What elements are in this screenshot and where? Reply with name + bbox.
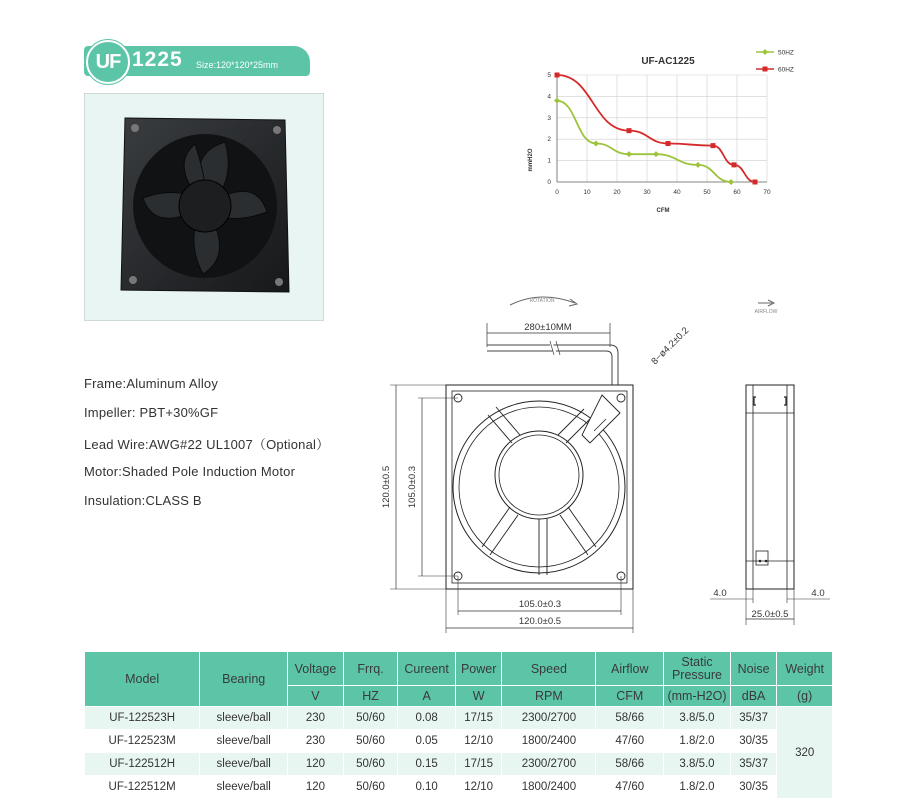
legend-marker bbox=[763, 67, 768, 72]
x-tick-label: 10 bbox=[583, 189, 591, 196]
table-cell: sleeve/ball bbox=[200, 707, 288, 730]
chart-title: UF-AC1225 bbox=[641, 56, 695, 67]
table-cell: 1.8/2.0 bbox=[664, 730, 731, 753]
data-point bbox=[732, 162, 737, 167]
depth-dim: 25.0±0.5 bbox=[751, 609, 789, 620]
x-tick-label: 20 bbox=[613, 189, 621, 196]
table-cell: UF-122512M bbox=[85, 776, 200, 799]
table-cell: 0.15 bbox=[398, 753, 456, 776]
table-cell: 30/35 bbox=[730, 776, 776, 799]
data-point bbox=[555, 73, 560, 78]
table-cell: 47/60 bbox=[596, 730, 664, 753]
col-weight: Weight bbox=[777, 652, 833, 686]
table-cell: 35/37 bbox=[730, 753, 776, 776]
col-model: Model bbox=[85, 652, 200, 707]
y-tick-label: 5 bbox=[547, 72, 551, 79]
spec-table bbox=[84, 651, 833, 799]
x-axis-label: CFM bbox=[656, 208, 670, 214]
chart-axes bbox=[547, 72, 771, 196]
spec-lead-wire: Lead Wire:AWG#22 UL1007（Optional） bbox=[84, 437, 330, 452]
table-cell: 0.08 bbox=[398, 707, 456, 730]
legend-label: 50HZ bbox=[778, 49, 794, 57]
holes-label: 8−ø4.2±0.2 bbox=[649, 325, 692, 368]
table-cell: 58/66 bbox=[596, 707, 664, 730]
data-point bbox=[626, 151, 632, 157]
flange-right-dim: 4.0 bbox=[811, 588, 825, 599]
table-row bbox=[85, 730, 833, 753]
x-tick-label: 30 bbox=[643, 189, 651, 196]
col-bearing: Bearing bbox=[200, 652, 288, 707]
chart-legend bbox=[756, 49, 794, 74]
data-point bbox=[728, 179, 734, 185]
spec-frame: Frame:Aluminum Alloy bbox=[84, 376, 219, 391]
unit-speed: RPM bbox=[502, 686, 596, 707]
table-cell: 17/15 bbox=[455, 707, 501, 730]
height-inner-dim: 105.0±0.3 bbox=[407, 465, 418, 509]
table-cell: 17/15 bbox=[455, 753, 501, 776]
table-header-row bbox=[85, 652, 833, 686]
table-cell: 2300/2700 bbox=[502, 753, 596, 776]
data-point bbox=[593, 140, 599, 146]
y-tick-label: 4 bbox=[547, 93, 551, 101]
table-row bbox=[85, 776, 833, 799]
flange-left-dim: 4.0 bbox=[713, 588, 727, 599]
x-tick-label: 40 bbox=[673, 189, 681, 196]
unit-weight: (g) bbox=[777, 686, 833, 707]
col-freq: Frrq. bbox=[343, 652, 398, 686]
legend-marker bbox=[762, 49, 768, 55]
unit-pressure: (mm-H2O) bbox=[664, 686, 731, 707]
unit-current: A bbox=[398, 686, 456, 707]
col-voltage: Voltage bbox=[288, 652, 344, 686]
table-cell: 35/37 bbox=[730, 707, 776, 730]
data-point bbox=[627, 128, 632, 133]
series-line-50HZ bbox=[557, 101, 731, 182]
table-cell: 2300/2700 bbox=[502, 707, 596, 730]
legend-label: 60HZ bbox=[778, 66, 794, 74]
data-point bbox=[753, 180, 758, 185]
lead-length-dim: 280±10MM bbox=[524, 322, 572, 333]
table-cell: UF-122523M bbox=[85, 730, 200, 753]
data-point bbox=[653, 151, 659, 157]
table-cell: 3.8/5.0 bbox=[664, 707, 731, 730]
x-tick-label: 60 bbox=[733, 189, 741, 196]
table-cell: 230 bbox=[288, 707, 344, 730]
table-cell: 58/66 bbox=[596, 753, 664, 776]
unit-noise: dBA bbox=[730, 686, 776, 707]
table-cell: 120 bbox=[288, 776, 344, 799]
chart-series bbox=[554, 73, 758, 186]
model-title: 1225 bbox=[132, 48, 183, 71]
fan-image bbox=[85, 94, 323, 320]
col-pressure: Static Pressure bbox=[664, 652, 731, 686]
table-cell: 12/10 bbox=[455, 730, 501, 753]
table-cell: 50/60 bbox=[343, 730, 398, 753]
airflow-arrow-icon bbox=[758, 300, 774, 306]
unit-airflow: CFM bbox=[596, 686, 664, 707]
table-cell: 1800/2400 bbox=[502, 776, 596, 799]
table-cell: 47/60 bbox=[596, 776, 664, 799]
table-cell: 30/35 bbox=[730, 730, 776, 753]
height-outer-dim: 120.0±0.5 bbox=[381, 465, 392, 509]
performance-chart bbox=[520, 40, 810, 225]
table-row bbox=[85, 707, 833, 730]
spec-insulation: Insulation:CLASS B bbox=[84, 493, 202, 508]
x-tick-label: 70 bbox=[763, 189, 771, 196]
table-cell: sleeve/ball bbox=[200, 753, 288, 776]
unit-freq: HZ bbox=[343, 686, 398, 707]
brand-logo: UF bbox=[86, 40, 130, 84]
size-label: Size:120*120*25mm bbox=[196, 60, 279, 70]
y-tick-label: 1 bbox=[547, 157, 551, 165]
table-cell: 50/60 bbox=[343, 707, 398, 730]
col-noise: Noise bbox=[730, 652, 776, 686]
y-tick-label: 2 bbox=[547, 136, 551, 144]
data-point bbox=[711, 143, 716, 148]
y-tick-label: 3 bbox=[547, 114, 551, 122]
table-cell: 12/10 bbox=[455, 776, 501, 799]
table-cell: 230 bbox=[288, 730, 344, 753]
airflow-label: AIRFLOW bbox=[754, 309, 778, 315]
table-cell: 0.05 bbox=[398, 730, 456, 753]
data-point bbox=[695, 162, 701, 168]
weight-cell: 320 bbox=[777, 707, 833, 799]
table-cell: sleeve/ball bbox=[200, 776, 288, 799]
rotation-label: ROTATION bbox=[529, 298, 555, 304]
table-cell: 3.8/5.0 bbox=[664, 753, 731, 776]
x-tick-label: 50 bbox=[703, 189, 711, 196]
col-power: Power bbox=[455, 652, 501, 686]
dimension-drawing bbox=[370, 285, 840, 635]
table-cell: UF-122512H bbox=[85, 753, 200, 776]
y-tick-label: 0 bbox=[547, 179, 551, 186]
product-photo bbox=[84, 93, 324, 321]
table-cell: UF-122523H bbox=[85, 707, 200, 730]
table-cell: 120 bbox=[288, 753, 344, 776]
spec-motor: Motor:Shaded Pole Induction Motor bbox=[84, 464, 296, 479]
data-point bbox=[666, 141, 671, 146]
table-cell: 1.8/2.0 bbox=[664, 776, 731, 799]
data-point bbox=[554, 98, 560, 104]
col-speed: Speed bbox=[502, 652, 596, 686]
spec-impeller: Impeller: PBT+30%GF bbox=[84, 405, 219, 420]
table-cell: 0.10 bbox=[398, 776, 456, 799]
table-cell: 50/60 bbox=[343, 776, 398, 799]
width-outer-dim: 120.0±0.5 bbox=[518, 616, 562, 627]
table-cell: 50/60 bbox=[343, 753, 398, 776]
col-current: Cureent bbox=[398, 652, 456, 686]
table-cell: 1800/2400 bbox=[502, 730, 596, 753]
x-tick-label: 0 bbox=[555, 189, 559, 196]
y-axis-label: mmH2O bbox=[528, 148, 534, 172]
table-cell: sleeve/ball bbox=[200, 730, 288, 753]
width-inner-dim: 105.0±0.3 bbox=[518, 599, 562, 610]
table-row bbox=[85, 753, 833, 776]
unit-power: W bbox=[455, 686, 501, 707]
unit-voltage: V bbox=[288, 686, 344, 707]
col-airflow: Airflow bbox=[596, 652, 664, 686]
